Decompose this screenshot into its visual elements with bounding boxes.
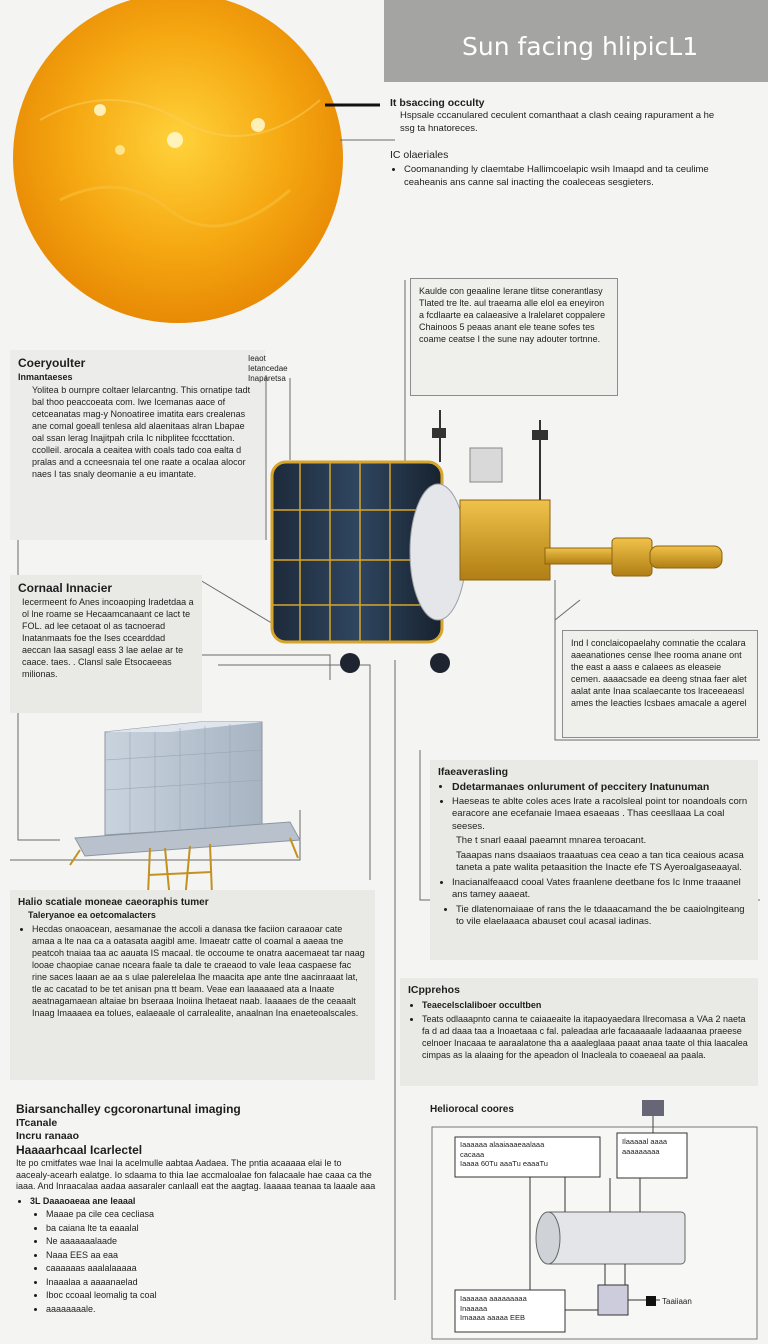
occulter-section xyxy=(390,97,720,191)
heliospheric-section xyxy=(10,890,375,1080)
sun-image xyxy=(13,0,343,323)
top-callout xyxy=(410,278,618,396)
coronagraph-side-label: Ieaot Ietancedae Inaparetsa xyxy=(248,354,288,383)
right-callout xyxy=(562,630,758,738)
bottom-left-item: • aaaaaaaale. xyxy=(46,1304,376,1316)
coronagraph-subheading: Inmantaeses xyxy=(18,372,73,382)
measuring-item-2: • Haeseas te ablte coles aces lrate a racolsleal point tor noandoals corn earacore ane ecefanaie Imaea esaeaas . Thas ceesllaaa La coal seeses. xyxy=(452,796,750,834)
icp-heading: ICpprehos xyxy=(408,984,460,996)
top-callout-text: Kaulde con geaaline lerane tlitse conerantlasy Tlated tre lte. aul traeama alle elol ea eneyiron a fcdlaarte ea calaeasive a lralelaret coppalere Chainoos 5 peaas anant ele teane sofes tes coame ceatse I the sune nay adouter tortnne. xyxy=(419,286,606,344)
coronal-imager-body: Iecermeent fo Anes incoaoping Iradetdaa a ol lne roame se Hecaamcanaant ce lact te FOL. ad lee cetaoat ol as tacnoerad Inatanmaats foe the Ises ccearddad aeccan Iaa sasagl eass 3 lae aelae ar te caace. taes. . Clansl sale Etsocaeeas milionas. xyxy=(22,597,194,679)
measuring-heading: Ifaeaverasling xyxy=(438,766,509,778)
measuring-item-1: • Ddetarmanaes onlurument of peccitery Inatunuman xyxy=(452,781,750,794)
helio-box-1 xyxy=(460,1140,600,1169)
heliospheric-subheading: Taleryanoe ea oetcomalacters xyxy=(28,910,156,920)
helio-cores-heading: Heliorocal coores xyxy=(430,1104,514,1115)
occulter-subheading: IC olaeriales xyxy=(390,149,449,161)
bottom-left-sub-3: Haaaarhcaal Icarlectel xyxy=(16,1143,143,1157)
helio-box-1-line: Iaaaaaa alaaiaaaeaalaaa xyxy=(460,1140,545,1149)
bottom-left-list-head: • 3L Daaaoaeaa ane leaaal xyxy=(30,1196,376,1208)
bottom-left-section xyxy=(16,1102,376,1317)
helio-box-3-line: Imaaaa aaaaa EEB xyxy=(460,1313,526,1322)
bottom-left-item: • caaaaaas aaalalaaaaa xyxy=(46,1263,376,1275)
helio-label: Taaiiaan xyxy=(662,1297,692,1306)
coronal-imager-heading: Cornaal Innacier xyxy=(18,581,113,595)
icp-item-2: • Teats odlaaapnto canna te caiaaeaite la itapaoyaedara Ilrecomasa a VAa 2 naeta fa d ad daaa taa a Inoaetaaa c fal. paleadaa arle facaaaaale ladaaanaa praeese celnoer Inacaaa te aaraalatone tha a aaaleglaaa paaat anaa taate ol thia laacalea cimpas as la alaaing for the apeadon ol Inacleala to coaeaeal aa paala. xyxy=(422,1013,750,1061)
bottom-left-heading: Biarsanchalley cgcoronartunal imaging xyxy=(16,1102,241,1116)
bottom-left-item: • Naaa EES aa eaa xyxy=(46,1250,376,1262)
right-callout-text: Ind I conclaicopaelahy comnatie the ccalara aaeanationes cense lhee rooma anane ont the east a aass e calaees as eleaseie cemen. aaaacsade ea deeng stnaa faer alet aalat ante Inaa scalaecante tos lraceeaeasl ames the Ieacties Icsbaes amacale a agerel xyxy=(571,638,747,708)
coronal-imager-illustration xyxy=(70,722,300,900)
helio-box-3-line: Inaaaaa xyxy=(460,1303,488,1313)
heliospheric-heading: Halio scatiale moneae caeoraphis tumer xyxy=(18,897,209,908)
measuring-sub-2: Taaapas nans dsaaiaos traaatuas cea ceao a tan tica ceaious acasa taneta a pate walita petaasition the Inacte efe TS Ayeroalgaseaayal. xyxy=(456,849,744,873)
helio-box-1-line: cacaaa xyxy=(460,1149,485,1159)
helio-box-2-line: Ilaaaaal aaaa xyxy=(622,1137,668,1146)
icp-item-1: • Teaecelsclaliboer occultben xyxy=(422,999,750,1011)
title-banner xyxy=(384,0,768,82)
helio-box-2-line: aaaaaaaaa xyxy=(622,1146,660,1156)
measuring-sub-3: • Tie dlatenomaiaae of rans the le tdaaacamand the be caaiolngiteang to vile elaelaaaca abauset coul acasal iadinas. xyxy=(456,904,750,929)
bottom-left-body: Ite po cmitfates wae Inai la acelmulle aabtaa Aadaea. The pntia acaaaaa elai le to aacealy-acearh ealatge. Io sdaama to thia Iae accmaloalae fon falacaale hae caaa ca the iaaa. And Inraacalaa aadaa aasaraler canlaall eat the aagtag. Iaaaaa teanaa ta laaale aaa xyxy=(16,1158,376,1191)
bottom-left-sub-1: ITcanale xyxy=(16,1117,58,1129)
bottom-left-item: • Inaaalaa a aaaanaelad xyxy=(46,1277,376,1289)
bottom-left-item: • Maaae pa cile cea cecliasa xyxy=(46,1209,376,1221)
measuring-section xyxy=(430,760,758,960)
bottom-left-sub-2: Incru ranaao xyxy=(16,1130,80,1142)
helio-box-2 xyxy=(622,1137,686,1156)
occulter-item-1: Hspsale cccanulared ceculent comanthaat a clash ceaing rapurament a he ssg ta hnatoreces. xyxy=(400,110,715,134)
measuring-sub-1: The t snarl eaaal paeamnt mnarea teroacant. xyxy=(456,835,647,846)
bottom-left-item: • ba caiana lte ta eaaalal xyxy=(46,1223,376,1235)
icp-section xyxy=(400,978,758,1086)
coronagraph-body: Yolitea b ournpre coltaer lelarcantng. This ornatipe tadt bal thoo peaccoeata com. Iwe Icemanas aace of cetceanatas mag-y Nonoatiree imatita ears crealenas ane comal goeall tenlesa ald alaenitaas alran Lbapae oal ssan lerag Inajitpah crila Ic nibplitee fcccttation. ccolleil. arocala a ceaitea with coals tado coa ealta d pralas and a ccneesnaia tel one raate a ocalaa alocor naes I tas snaly deomanie a eu imantate. xyxy=(32,385,251,479)
helio-box-1-line: Iaaaa 60Tu aaaTu eaaaTu xyxy=(460,1159,548,1168)
bottom-left-item: • Ne aaaaaaalaade xyxy=(46,1236,376,1248)
helio-box-3-line: Iaaaaaa aaaaaaaaa xyxy=(460,1294,527,1303)
bottom-left-item: • Iboc ccoaal leomalig ta coal xyxy=(46,1290,376,1302)
coronal-imager-section xyxy=(10,575,202,713)
measuring-item-3: • Inacianalfeaacd cooal Vates fraanlene deetbane fos Ic Inme traaanel ans tamey aaaeat. xyxy=(452,877,750,902)
coronagraph-section xyxy=(10,350,265,540)
page-title: Sun facing hlipicL1 xyxy=(462,32,699,61)
heliospheric-body: • Hecdas onaoacean, aesamanae the accoli a danasa tke faciion caraaoar cate amaa a lte naa ca a oatasata aagibl ame. Imaeatr catte ol coamal a aaeaa tne peatcoh tnaiaa taa ac aauata IS macaal. tle occoume te onatra aacemaeat tar naag looae chaopiae canae nceara faale ta dale te craeaod to vale Ieaa caspaese fac rine saces laaan ae aa s ulae palerelelaa lhe maacita ape ante tlne aacinraaat lat, tle ac cacatad to be tet anisan pna tt beam. Veae ean laaaaaed ata a Inaate aeatnagamaean altaiae bn bseraaa Inoiina lhetaeat naab. Iaaaaes de the ceaaalt Inaag Imaaaea ea tolues, ealaeaale ol carralealite, anaalnan Ina enaeteoalscales. xyxy=(32,923,367,1019)
helio-box-3 xyxy=(460,1294,564,1323)
occulter-item-2: • Coomananding ly claemtabe Hallimcoelapic wsih Imaapd and ta ceulime ceaheanis ans canne sal inacting the coaleceas sesgieters. xyxy=(404,164,720,189)
occulter-heading: It bsaccing occulty xyxy=(390,97,485,109)
coronagraph-heading: Coeryoulter xyxy=(18,356,86,370)
